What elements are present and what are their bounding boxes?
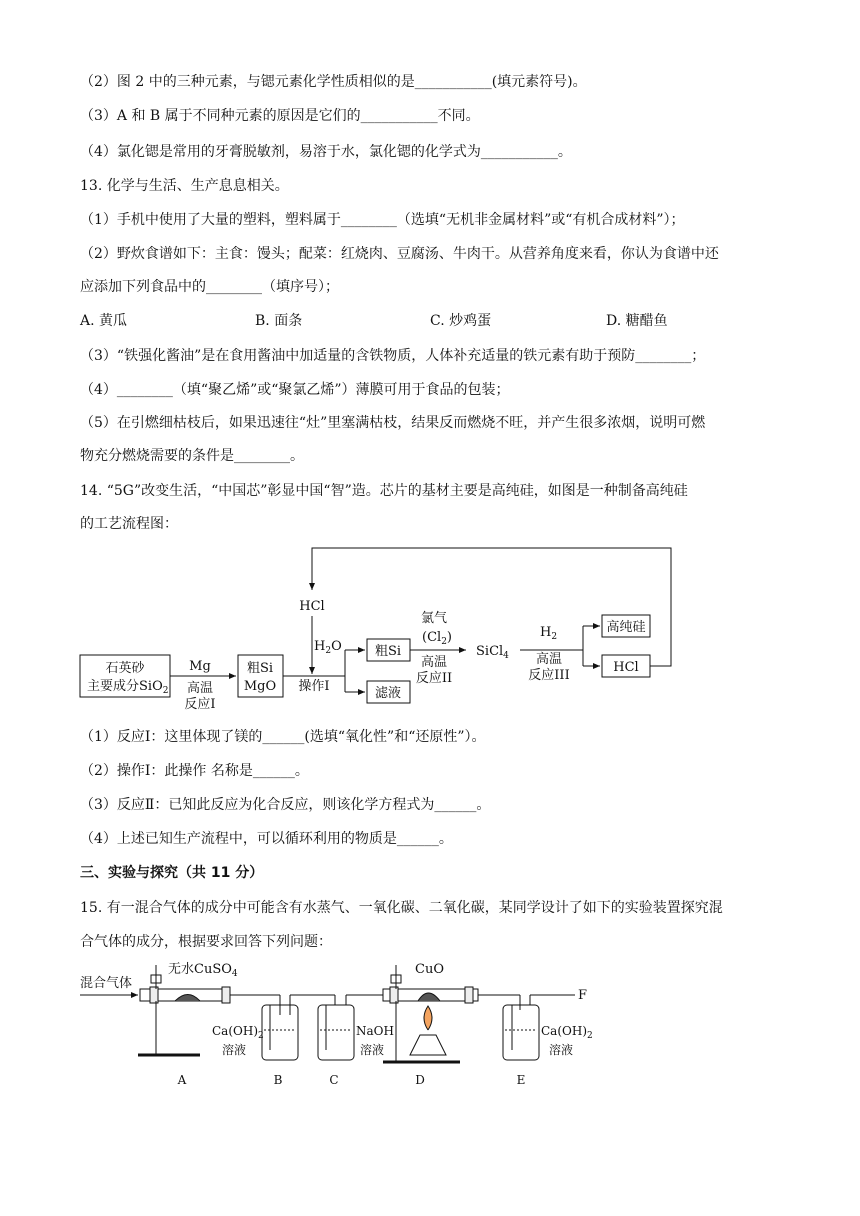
cl2-formula: $(Cl_2)$	[422, 630, 452, 647]
q14-part4: （4）上述已知生产流程中，可以循环利用的物质是______。	[80, 831, 453, 847]
label-b: B	[273, 1073, 283, 1087]
reaction2-label: 反应II	[415, 671, 453, 686]
label-a: A	[177, 1073, 187, 1087]
label-e: E	[516, 1073, 526, 1087]
mixed-gas-label: 混合气体	[80, 976, 133, 991]
filtrate-label: 滤液	[374, 686, 402, 701]
operation1-label: 操作I	[298, 679, 330, 694]
q12-part3: （3）A 和 B 属于不同种元素的原因是它们的___________不同。	[80, 108, 480, 124]
q15-stem-line1: 15. 有一混合气体的成分中可能含有水蒸气、一氧化碳、二氧化碳，某同学设计了如下的实验装置探究混	[80, 900, 723, 916]
pure-si-label: 高纯硅	[606, 620, 646, 635]
q13-stem: 13. 化学与生活、生产息息相关。	[80, 178, 289, 194]
flame	[424, 1006, 432, 1030]
experiment-apparatus	[0, 955, 860, 1090]
q15-stem-line2: 合气体的成分，根据要求回答下列问题：	[80, 934, 332, 950]
option-a: A. 黄瓜	[80, 313, 128, 329]
q13-part5-line2: 物充分燃烧需要的条件是________。	[80, 448, 304, 464]
q12-part4: （4）氯化锶是常用的牙膏脱敏剂，易溶于水，氯化锶的化学式为___________。	[80, 144, 572, 160]
q14-stem-line1: 14. “5G”改变生活，“中国芯”彰显中国“智”造。芯片的基材主要是高纯硅，如图是一种制备高纯硅	[80, 483, 688, 499]
bottle-b-formula: $Ca(OH)_2$	[212, 1024, 264, 1041]
q13-part5-line1: （5）在引燃细枯枝后，如果迅速往“灶”里塞满枯枝，结果反而燃烧不旺，并产生很多浓烟，说明可燃	[80, 415, 706, 431]
bottle-b-solution: 溶液	[222, 1043, 247, 1057]
q13-part2-line1: （2）野炊食谱如下：主食：馒头；配菜：红烧肉、豆腐汤、牛肉干。从营养角度来看，你认为食谱中还	[80, 246, 719, 262]
q14-stem-line2: 的工艺流程图：	[80, 516, 178, 532]
label-d: D	[415, 1073, 425, 1087]
reaction3-label: 反应III	[528, 668, 570, 683]
chlorine-label: 氯气	[420, 611, 448, 626]
label-c: C	[329, 1073, 339, 1087]
process-flow-diagram	[0, 540, 860, 720]
quartz-formula: 主要成分SiO$_2$	[87, 679, 169, 696]
cuo-label: CuO	[415, 962, 444, 977]
high-temp-1: 高温	[186, 681, 214, 696]
section3-heading: 三、实验与探究（共 11 分）	[80, 865, 264, 881]
sicl4-label: SiCl$_4$	[476, 644, 509, 661]
water-label: $H_2O$	[314, 639, 342, 656]
quartz-label: 石英砂	[105, 661, 145, 676]
cuso4-label: 无水CuSO$_4$	[168, 962, 238, 979]
q14-part3: （3）反应Ⅱ：已知此反应为化合反应，则该化学方程式为______。	[80, 797, 491, 813]
hcl-product-label: HCl	[613, 660, 639, 675]
q14-part1: （1）反应Ⅰ：这里体现了镁的______(选填“氧化性”和“还原性”）。	[80, 729, 486, 745]
q14-part2: （2）操作Ⅰ：此操作 名称是______。	[80, 763, 309, 779]
q13-part2-line2: 应添加下列食品中的________（填序号）；	[80, 279, 339, 295]
bottle-c-formula: NaOH	[356, 1024, 394, 1038]
high-temp-2: 高温	[420, 655, 448, 670]
bottle-c	[318, 1005, 354, 1060]
h2-label: $H_2$	[540, 625, 558, 642]
q13-part1: （1）手机中使用了大量的塑料，塑料属于________（选填“无机非金属材料”或“有机合成材料”）；	[80, 212, 685, 228]
option-d: D. 糖醋鱼	[606, 313, 668, 329]
mgo-label: MgO	[243, 679, 277, 694]
reaction1-label: 反应I	[184, 697, 216, 712]
q12-part2: （2）图 2 中的三种元素，与锶元素化学性质相似的是___________(填元素符号)。	[80, 74, 587, 90]
bottle-e-formula: $Ca(OH)_2$	[541, 1024, 593, 1041]
hcl-input-label: HCl	[299, 599, 325, 614]
crude-si-2-label: 粗Si	[374, 644, 402, 659]
bottle-e-solution: 溶液	[549, 1043, 574, 1057]
q13-part3: （3）“铁强化酱油”是在食用酱油中加适量的含铁物质，人体补充适量的铁元素有助于预防________；	[80, 348, 706, 364]
option-b: B. 面条	[255, 313, 303, 329]
bottle-c-solution: 溶液	[360, 1043, 385, 1057]
high-temp-3: 高温	[535, 652, 563, 667]
bottle-e	[503, 1005, 539, 1060]
outlet-f-label: F	[578, 988, 588, 1003]
mg-label: Mg	[189, 659, 211, 674]
crude-si-label: 粗Si	[246, 661, 274, 676]
q13-part4: （4）________（填“聚乙烯”或“聚氯乙烯”）薄膜可用于食品的包装；	[80, 382, 510, 398]
option-c: C. 炒鸡蛋	[430, 313, 492, 329]
q13-options	[80, 311, 800, 331]
